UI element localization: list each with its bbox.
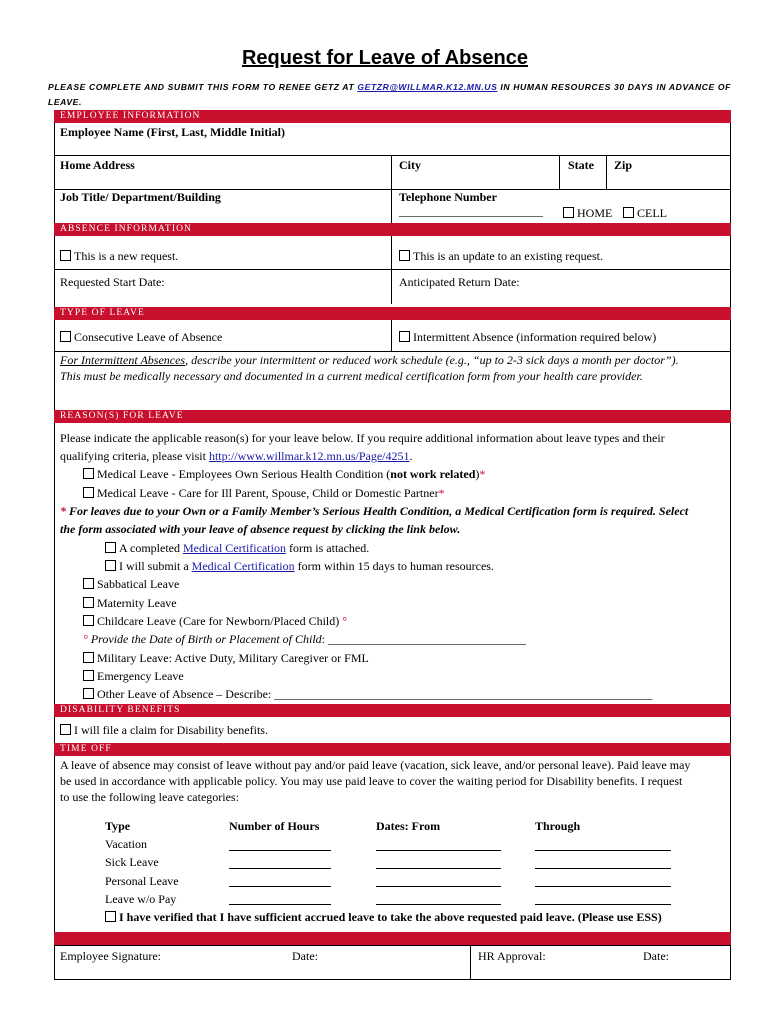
medical-cert-note-line2: the form associated with your leave of absence request by clicking the link below. (60, 522, 461, 536)
home-phone-option[interactable] (563, 206, 612, 221)
through-field-wop[interactable] (535, 904, 671, 905)
home-address-label: Home Address (60, 158, 135, 172)
other-checkbox[interactable] (83, 688, 94, 699)
update-request-checkbox[interactable] (399, 250, 410, 261)
page-title: Request for Leave of Absence (241, 47, 528, 69)
home-checkbox[interactable] (563, 207, 574, 218)
job-title-label: Job Title/ Department/Building (60, 190, 221, 204)
reasons-header: REASON(S) FOR LEAVE (54, 410, 731, 423)
time-off-header: TIME OFF (54, 743, 731, 756)
required-asterisk: * (438, 486, 445, 500)
cert-attached-checkbox[interactable] (105, 542, 116, 553)
hr-date-label: Date: (643, 949, 669, 963)
instructions-after: IN HUMAN RESOURCES 30 DAYS IN ADVANCE OF LEAVE. (48, 82, 732, 107)
update-request-label: This is an update to an existing request. (413, 249, 603, 263)
col-type: Type (105, 819, 131, 833)
from-field-vacation[interactable] (376, 850, 501, 851)
hours-field-sick[interactable] (229, 868, 331, 869)
col-from: Dates: From (376, 819, 441, 833)
childcare-checkbox[interactable] (83, 615, 94, 626)
new-request-option[interactable] (60, 249, 178, 264)
emergency-label: Emergency Leave (97, 669, 184, 683)
paren: ) (475, 467, 480, 481)
dob-field[interactable]: _________________________________ (328, 632, 527, 646)
divider (559, 155, 560, 189)
not-work-related: not work related (390, 467, 476, 481)
divider (470, 945, 471, 980)
through-field-sick[interactable] (535, 868, 671, 869)
from-field-sick[interactable] (376, 868, 501, 869)
disability-claim-checkbox[interactable] (60, 724, 71, 735)
maternity-checkbox[interactable] (83, 597, 94, 608)
divider (391, 320, 392, 351)
state-label: State (568, 158, 594, 172)
medical-own-checkbox[interactable] (83, 468, 94, 479)
intermittent-checkbox[interactable] (399, 331, 410, 342)
instructions-before: PLEASE COMPLETE AND SUBMIT THIS FORM TO RENEE GETZ AT (48, 82, 358, 92)
required-asterisk: * (479, 467, 486, 481)
time-off-para-line1: A leave of absence may consist of leave without pay and/or paid leave (vacation, sick leave, and/or personal leave). Paid leave may (60, 758, 691, 772)
divider (54, 945, 731, 946)
verify-option[interactable] (105, 910, 662, 925)
sabbatical-label: Sabbatical Leave (97, 577, 180, 591)
row-type-personal: Personal Leave (105, 874, 179, 888)
military-label: Military Leave: Active Duty, Military Caregiver or FML (97, 651, 369, 665)
new-request-checkbox[interactable] (60, 250, 71, 261)
new-request-label: This is a new request. (74, 249, 179, 263)
divider (54, 155, 731, 156)
medical-cert-note-line1 (60, 504, 688, 519)
intermittent-note-underlined: For Intermittent Absences (60, 353, 186, 367)
cert-attached-text: A completed (119, 541, 183, 555)
form-left-border (54, 110, 55, 960)
intermittent-note-text: , describe your intermittent or reduced work schedule (e.g., “up to 2-3 sick days a month per doctor”). (185, 353, 679, 367)
degree-mark: ° (83, 632, 88, 646)
maternity-option[interactable] (83, 596, 177, 611)
cert-submit-option[interactable] (105, 559, 494, 574)
consecutive-checkbox[interactable] (60, 331, 71, 342)
return-date-label: Anticipated Return Date: (399, 275, 520, 289)
disability-claim-option[interactable] (60, 723, 268, 738)
other-label: Other Leave of Absence – Describe: (97, 687, 275, 701)
cell-checkbox[interactable] (623, 207, 634, 218)
medical-family-option[interactable] (83, 486, 445, 501)
medical-certification-link[interactable]: Medical Certification (182, 541, 286, 555)
divider (730, 945, 731, 980)
from-field-wop[interactable] (376, 904, 501, 905)
dob-note (83, 632, 526, 647)
absence-info-header: ABSENCE INFORMATION (54, 223, 731, 236)
verify-checkbox[interactable] (105, 911, 116, 922)
intermittent-option[interactable] (399, 330, 656, 345)
cell-phone-option[interactable] (623, 206, 667, 221)
cell-label: CELL (637, 206, 667, 220)
sabbatical-option[interactable] (83, 577, 179, 592)
employee-signature-label: Employee Signature: (60, 949, 161, 963)
disability-header: DISABILITY BENEFITS (54, 704, 731, 717)
employee-info-header: EMPLOYEE INFORMATION (54, 110, 731, 123)
divider (391, 236, 392, 304)
emergency-checkbox[interactable] (83, 670, 94, 681)
medical-certification-link-2[interactable]: Medical Certification (191, 559, 295, 573)
divider (54, 269, 731, 270)
hours-field-wop[interactable] (229, 904, 331, 905)
consecutive-option[interactable] (60, 330, 222, 345)
degree-mark: ° (342, 614, 348, 628)
telephone-label: Telephone Number (399, 190, 497, 204)
time-off-para-line3: to use the following leave categories: (60, 790, 239, 804)
from-field-personal[interactable] (376, 886, 501, 887)
reasons-intro-line1: Please indicate the applicable reason(s) for your leave below. If you require additional information about leave types and their (60, 431, 665, 445)
type-of-leave-header: TYPE OF LEAVE (54, 307, 731, 320)
cert-submit-text-end: form within 15 days to human resources. (294, 559, 494, 573)
hours-field-personal[interactable] (229, 886, 331, 887)
emergency-option[interactable] (83, 669, 184, 684)
verify-label: I have verified that I have sufficient accrued leave to take the above requested paid leave. (Please use ESS) (119, 910, 662, 924)
hr-email-link[interactable]: GETZR@WILLMAR.K12.MN.US (357, 82, 498, 92)
intermittent-note-line1 (60, 353, 679, 368)
dob-colon: : (321, 632, 326, 646)
medical-own-label: Medical Leave - Employees Own Serious Health Condition ( (97, 467, 391, 481)
cert-submit-text: I will submit a (119, 559, 192, 573)
time-off-para-line2: be used in accordance with applicable policy. You may use paid leave to cover the waiting period for Disability benefits. I request (60, 774, 683, 788)
signature-bar (54, 932, 731, 945)
childcare-label: Childcare Leave (Care for Newborn/Placed Child) (97, 614, 343, 628)
intro-period: . (409, 449, 413, 463)
medical-family-label: Medical Leave - Care for Ill Parent, Spouse, Child or Domestic Partner (97, 486, 439, 500)
city-label: City (399, 158, 421, 172)
childcare-option[interactable] (83, 614, 347, 629)
col-hours: Number of Hours (229, 819, 320, 833)
col-through: Through (535, 819, 581, 833)
sabbatical-checkbox[interactable] (83, 578, 94, 589)
divider (54, 945, 55, 980)
hours-field-vacation[interactable] (229, 850, 331, 851)
intermittent-label: Intermittent Absence (information required below) (413, 330, 657, 344)
cert-attached-text-end: form is attached. (285, 541, 370, 555)
through-field-vacation[interactable] (535, 850, 671, 851)
required-asterisk: * (60, 504, 66, 518)
medical-family-checkbox[interactable] (83, 487, 94, 498)
cert-submit-checkbox[interactable] (105, 560, 116, 571)
employee-name-label: Employee Name (First, Last, Middle Initial) (60, 125, 285, 139)
through-field-personal[interactable] (535, 886, 671, 887)
row-type-vacation: Vacation (105, 837, 147, 851)
start-date-label: Requested Start Date: (60, 275, 165, 289)
military-option[interactable] (83, 651, 369, 666)
consecutive-label: Consecutive Leave of Absence (74, 330, 223, 344)
form-right-border (730, 110, 731, 960)
divider (54, 979, 731, 980)
medical-own-option[interactable] (83, 467, 485, 482)
divider (606, 155, 607, 189)
hr-approval-label: HR Approval: (478, 949, 546, 963)
cert-attached-option[interactable] (105, 541, 369, 556)
telephone-field[interactable]: ________________________ (399, 204, 543, 218)
divider (54, 351, 731, 352)
dob-note-text: Provide the Date of Birth or Placement of Child (87, 632, 322, 646)
leave-form (54, 110, 731, 980)
cert-note-text: For leaves due to your Own or a Family Member’s Serious Health Condition, a Medical Certification form is required. Select (66, 504, 689, 518)
military-checkbox[interactable] (83, 652, 94, 663)
employee-date-label: Date: (292, 949, 318, 963)
reasons-intro-line2 (60, 449, 413, 464)
leave-criteria-link[interactable]: http://www.willmar.k12.mn.us/Page/4251 (208, 449, 410, 463)
home-label: HOME (577, 206, 613, 220)
intro-text: qualifying criteria, please visit (60, 449, 209, 463)
other-option[interactable] (83, 687, 652, 702)
instructions (48, 80, 738, 110)
row-type-sick: Sick Leave (105, 855, 159, 869)
maternity-label: Maternity Leave (97, 596, 177, 610)
other-describe-field[interactable]: _______________________________________________________________ (274, 687, 653, 701)
disability-claim-label: I will file a claim for Disability benefits. (74, 723, 268, 737)
zip-label: Zip (614, 158, 633, 172)
intermittent-note-line2: This must be medically necessary and documented in a current medical certification form from your health care provider. (60, 369, 643, 383)
row-type-wop: Leave w/o Pay (105, 892, 177, 906)
update-request-option[interactable] (399, 249, 603, 264)
